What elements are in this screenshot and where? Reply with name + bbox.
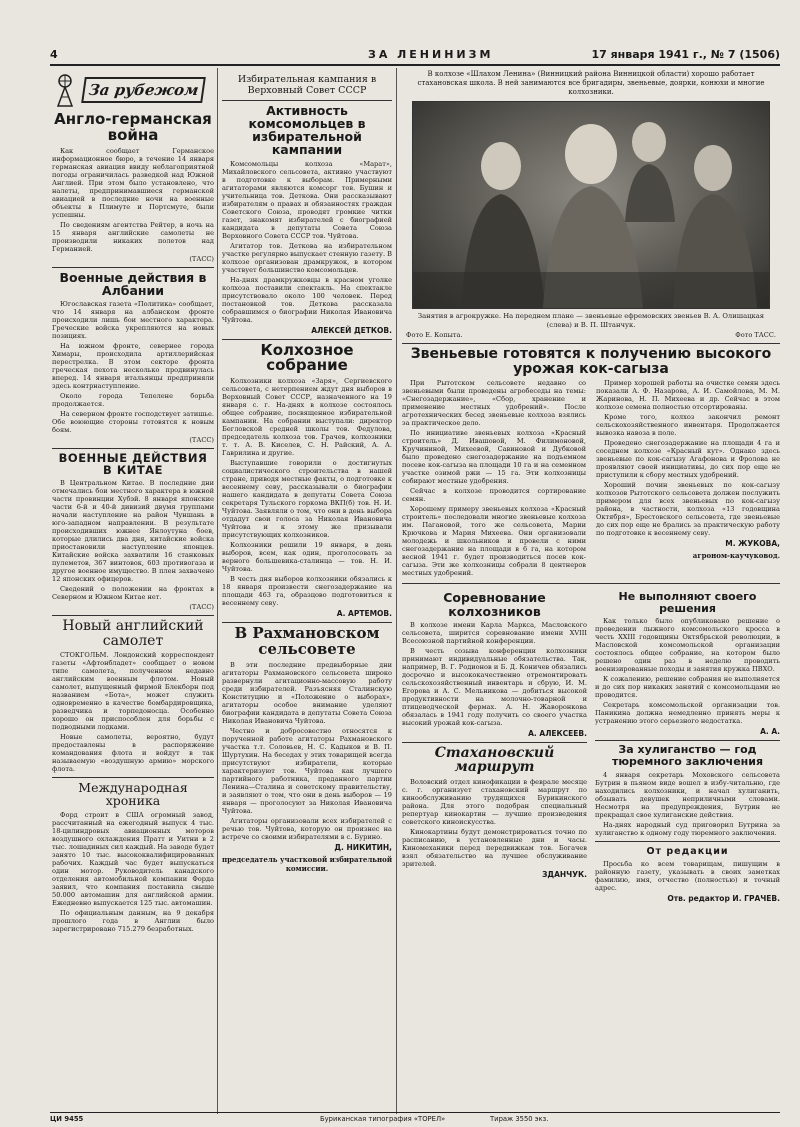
article-title: Англо-германская война (54, 110, 212, 144)
paragraph: Секретарь комсомольской организации тов. Паникина должна немедленно принять меры к устранению этого серьезного недостатка. (595, 701, 780, 726)
divider (402, 343, 780, 344)
signature: А. АЛЕКСЕЕВ. (528, 728, 587, 738)
paragraph: Честно и добросовестно относятся к порученной работе агитаторы Рахмановского участка т.т. Соловьев, Н. С. Кадыков и В. П. Шуртухин. На беседах у этих товарищей всегда присутствуют избиратели, которые характеризуют тов. Чуйтова как лучшего партийного работника, преданного партии Ленина—Сталина и советскому правительству, и заявляют о том, что они в день выборов — 19 января — проголосуют за Николая Ивановича Чуйтова. (222, 726, 392, 815)
photograph (412, 101, 770, 309)
paragraph: К сожалению, решение собрания не выполняется и до сих пор никаких занятий с комсомольцами не проводится. (595, 675, 780, 700)
paragraph: Кроме того, колхоз закончил ремонт сельскохозяйственного инвентаря. Продолжается вывозка навоза в поле. (596, 413, 780, 438)
page-number: 4 (50, 48, 59, 61)
paragraph: Колхозники решили 19 января, в день выборов, всем, как один, проголосовать за верного большевика-сталинца — тов. Н. И. Чуйтова. (222, 541, 392, 573)
rubric-abroad (52, 72, 214, 108)
column-divider (396, 68, 397, 1114)
photo-credit: Фото ТАСС. (735, 331, 776, 339)
masthead (50, 46, 780, 66)
paragraph: Сведений о положении на фронтах в Северном и Южном Китае нет. (52, 584, 214, 601)
photo-headline: В колхозе «Шлахом Ленина» (Винницкий района Винницкой области) хорошо работает стахановская школа. В ней занимаются все бригадиры, звеньевые, доярки, конюхи и многие колхозники. (417, 70, 765, 96)
source-tag: (ТАСС) (189, 435, 214, 444)
paragraph: При Рытотском сельсовете недавно со звеньевыми были проведены агробеседы на темы: «Снегозадержание», «Сбор, хранение и применение местных удобрений». После агротехнических бесед звеньевые колхоза взялись за практическое дело. (402, 379, 586, 428)
article-title: Не выполняют своего решения (618, 590, 757, 615)
paragraph: Хорошему примеру звеньевых колхоза «Красный строитель» последовали многие звеньевые колхоза им. Пагановой, того же сельсовета, Марии Крючкова и Мария Михеева. Они организовали молодежь и школьников и провели с ними снегозадержание на площади в 6 га, на котором весной 1941 г. будет производиться посев кок-сагыза. Эти же колхозницы собрали 8 центнеров местных удобрений. (402, 505, 586, 578)
paragraph: Воловский отдел кинофикации в феврале месяце с. г. организует стахановский маршрут по кинообслуживанию трудящихся Бурикинского района. Для этого подобран специальный репертуар кинокартин — лучшие произведения советского киноискусства. (402, 778, 587, 826)
article-title: Колхозное собрание (260, 340, 354, 375)
article-title: Звеньевые готовятся к получению высокого урожая кок-сагыза (410, 346, 772, 377)
article-title: Международная хроника (78, 780, 188, 809)
paragraph: Колхозники колхоза «Заря», Сергиевского сельсовета, с нетерпением ждут дня выборов в Верховный Совет СССР, назначенного на 19 января с. г. На-днях в колхозе состоялось общее собрание, посвященное избирательной кампании. На собрании выступали: директор Бегловской средней школы тов. Федулова, председатель колхоза тов. Грачев, колхозники т. т. А. В. Киселев, С. Н. Райский, А. А. Гаврилина и другие. (222, 377, 392, 457)
paragraph: На северном фронте господствует затишье. Обе воюющие стороны готовятся к новым боям. (52, 409, 214, 434)
censor-code: ЦИ 9455 (50, 1115, 84, 1123)
paragraph: Комсомольцы колхоза «Марат», Михайловского сельсовета, активно участвуют в подготовке к выборам. Примерными агитаторами являются комсорг тов. Бушин и учительница тов. Деткова. Они рассказывают избирателям о правах и обязанностях граждан Советского Союза, проводят громкие читки газет, знакомят избирателей с биографией кандидата в депутаты Совета Союза Верховного Совета СССР тов. Чуйтова. (222, 159, 392, 240)
paragraph: Агитаторы организовали всех избирателей с речью тов. Чуйтова, которую он произнес на встрече со своими избирателями в с. Бурино. (222, 816, 392, 841)
paragraph: На-днях драмкружковцы в красном уголке колхоза поставили спектакль. На спектакле присутствовало около 100 человек. Перед постановкой тов. Деткова рассказала собравшимся о биографии Николая Ивановича Чуйтова. (222, 275, 392, 324)
article-title: Соревнование колхозников (443, 590, 546, 619)
column-elections (222, 70, 392, 1110)
paragraph: Как сообщает Германское информационное бюро, в течение 14 января германская авиация ввиду неблагоприятной погоды ограничилась разведкой над Южной Англией. При этом было установлено, что налеты, предпринимавшиеся германской авиацией в последние ночи на военные объекты в Плимуте и Портсмуте, были успешны. (52, 146, 214, 219)
paragraph: Новые самолеты, вероятно, будут предоставлены в распоряжение командования флота и войдут в так называемую «воздушную армию» морского флота. (52, 733, 214, 774)
divider (52, 777, 214, 778)
globe-tower-icon (52, 73, 78, 107)
divider (52, 448, 214, 449)
signature: Д. НИКИТИН, (334, 842, 392, 852)
signature: А. А. (760, 727, 780, 737)
paragraph: По официальным данным, на 9 декабря прошлого года в Англии было зарегистрировано 715.279 безработных. (52, 908, 214, 933)
paragraph: Югославская газета «Политика» сообщает, что 14 января на албанском фронте происходили лишь бои местного характера. Греческие войска укрепляются на новых позициях. (52, 299, 214, 340)
photo-caption: Занятия в агрокружке. На переднем плане — звеньевые ефремовских звеньев В. А. Олишацкая (слева) и В. П. Штанчук. (417, 312, 765, 329)
article-title: Новый английский самолет (62, 617, 204, 649)
circulation: Тираж 3550 экз. (490, 1115, 549, 1123)
article-title: В Рахмановском сельсовете (234, 624, 380, 658)
paragraph: По инициативе звеньевых колхоза «Красный строитель» Д. Ивашовой, М. Филимоновой, Кручининой, Михеевой, Савиновой и Дубковой было проведено снегозадержание на подъемном посеве кок-сагыза на площади 10 га и на семенном участке озимой ржи — 15 га. Эти колхозницы собирают местные удобрения. (402, 429, 586, 486)
column-right (402, 70, 780, 1110)
column-divider (217, 68, 218, 1114)
printer-line: Буриканская типография «ТОРЕЛ» (320, 1115, 446, 1123)
divider (595, 740, 780, 741)
divider (595, 841, 780, 842)
divider (222, 100, 392, 101)
section-kicker: Избирательная кампания в Верховный Совет СССР (237, 74, 377, 96)
paragraph: В колхозе имени Карла Маркса, Масловского сельсовета, ширится соревнование имени XVIII Всесоюзной партийной конференции. (402, 620, 587, 645)
rubric-title: За рубежом (81, 77, 206, 103)
paragraph: Агитатор тов. Деткова на избирательном участке регулярно выпускает стенную газету. В колхозе организован драмкружок, в котором участвует большинство комсомольцев. (222, 241, 392, 274)
paragraph: Как только было опубликовано решение о проведении лыжного комсомольского кросса в честь XXIII годовщины Октябрьской революции, в Масловской комсомольской организации состоялось общее собрание, на котором было решено один раз в неделю проводить военизированные походы и занятия кружка ПВХО. (595, 617, 780, 674)
paragraph: По сведениям агентства Рейтер, в ночь на 15 января английские самолеты не производили никаких полетов над Германией. (52, 220, 214, 253)
paragraph: Около города Тепелене борьба продолжается. (52, 391, 214, 408)
paragraph: Сейчас в колхозе проводится сортирование семян. (402, 487, 586, 504)
paragraph: Выступавшие говорили о достигнутых социалистического строительства в нашей стране, приводя местные факты, о подготовке к весеннему севу, рассказывали о биографии нашего кандидата в депутаты Совета Союза секретаря Тульского горкома ВКП(б) тов. Н. И. Чуйтова. Заявляли о том, что они в день выбора отдадут свои голоса за Николая Ивановича Чуйтова и к этому же призывали присутствующих колхозников. (222, 459, 392, 539)
photo-credit: Фото Е. Копыта. (406, 331, 463, 339)
paragraph: Хороший почин звеньевых по кок-сагызу колхозов Рытотского сельсовета должен послужить примером для всех звеньевых по кок-сагызу района, в частности, колхоза «13 годовщина Октября», Брестовского сельсовета, где звеньевые до сих пор еще не брались за практическую работу по подготовке к весеннему севу. (596, 481, 780, 538)
signature: А. АРТЕМОВ. (336, 609, 392, 618)
signature: М. ЖУКОВА, (725, 539, 780, 549)
signature: АЛЕКСЕЙ ДЕТКОВ. (311, 325, 392, 335)
divider (52, 615, 214, 616)
paragraph: Просьба ко всем товарищам, пишущим в районную газету, указывать в своих заметках фамилию, имя, отчество (полностью) и точный адрес. (595, 859, 780, 892)
paragraph: В эти последние предвыборные дни агитаторы Рахмановского сельсовета широко развернули агитационно-массовую работу среди избирателей. Разъясняя Сталинскую Конституцию и «Положение о выборах», агитаторы особое внимание уделяют биографии кандидата в депутаты Совета Союза Николая Ивановича Чуйтова. (222, 660, 392, 725)
divider (222, 622, 392, 623)
article-title: От редакции (646, 845, 729, 857)
newspaper-name: ЗА ЛЕНИНИЗМ (368, 48, 494, 61)
source-tag: (ТАСС) (189, 254, 214, 263)
paragraph: В Центральном Китае. В последние дни отмечались бои местного характера в южной части провинции Хубэй. 8 января японские части 6-й и 40-й дивизий двумя группами начали наступление на район Чуншань в юго-западном направлении. В результате происходивших южнее Янлоутуна боев, которые длились два дня, китайские войска приостановили наступление японцев. Китайские войска захватили 16 станковых пулеметов, 367 винтовок, 603 противогаза и другое военное имущество. В плен захвачено 12 японских офицеров. (52, 478, 214, 583)
paragraph: СТОКГОЛЬМ. Лондонский корреспондент газеты «Афтонбладет» сообщает о новом типе самолета, полученном недавно английским военным флотом. Новый самолет, выпущенный фирмой Блекборн под названием «Бота», может служить одновременно в качестве бомбардировщика, разведчика и торпедоносца. Особенно хорошо он приспособлен для борьбы с подводными лодками. (52, 651, 214, 732)
photo-credits (406, 331, 776, 339)
article-title: Активность комсомольцев в избирательной кампании (248, 103, 366, 158)
editor-signature: Отв. редактор И. ГРАЧЕВ. (667, 893, 780, 903)
article-title: ВОЕННЫЕ ДЕЙСТВИЯ В КИТАЕ (58, 450, 208, 477)
issue-date: 17 января 1941 г., № 7 (1506) (591, 48, 780, 61)
lower-section (402, 588, 780, 905)
paragraph: На южном фронте, севернее города Химары, происходила артиллерийская перестрелка. В этом секторе фронта греческая пехота несколько продвинулась вперед. 14 января итальянцы предприняли здесь контрнаступление. (52, 341, 214, 390)
article-title: За хулиганство — год тюремного заключения (611, 743, 764, 769)
source-tag: (ТАСС) (189, 602, 214, 611)
divider (222, 339, 392, 340)
signature-role: агроном-каучуковод. (692, 551, 780, 561)
signature-role: председатель участковой избирательной комиссии. (222, 854, 392, 873)
divider (402, 583, 780, 584)
divider (402, 742, 587, 743)
paragraph: В честь дня выборов колхозники обязались к 18 января произвести снегозадержание на площади 463 га, образцово подготовиться к весеннему севу. (222, 575, 392, 607)
paragraph: Проведено снегозадержание на площади 4 га и соседнем колхозе «Красный кут». Однако здесь звеньевые по кок-сагызу Агафонова и Фролова не проявляют своей инициативы, до сих пор еще не приступили к сбору местных удобрений. (596, 439, 780, 480)
page-footer (50, 1112, 780, 1125)
signature: ЗДАНЧУК. (542, 870, 587, 879)
column-abroad (52, 70, 214, 1110)
paragraph: Кинокартины будут демонстрироваться точно по расписанию, в установленные дни и часы. Киномеханики перед передвижкам тов. Богачев взял обязательство на лучшее обслуживание зрителей. (402, 828, 587, 868)
paragraph: 4 января секретарь Моховского сельсовета Бутрин в пьяном виде вошел в избу-читальню, где находились колхозники, и начал хулиганить, обзывать девушек неприличными словами. Несмотря на предупреждения, Бутрин не прекращал свое хулиганские действия. (595, 770, 780, 819)
paragraph: Пример хорошей работы на очистке семян здесь показали А. Ф. Назарова, А. И. Самойлова, М. М. Жариновa, Н. П. Михеева и др. Сейчас в этом колхозе семена полностью отсортированы. (596, 379, 780, 412)
paragraph: Форд строит в США огромный завод, рассчитанный на ежегодный выпуск 4 тыс. 18-цилиндровых авиационных моторов воздушного охлаждения Пратт и Уитни в 2 тыс. лошадиных сил каждый. На заводе будет занято 10 тыс. высококвалифицированных рабочих. Каждый час будет выпускаться один мотор. Руководитель канадского отделения автомобильной компании Форда заявил, что компания поставила свыше 50.000 автомашин для английской армии. Ежедневно выпускается 125 тыс. автомашин. (52, 810, 214, 907)
article-title: Стахановский маршрут (434, 744, 555, 776)
group-photo-image (413, 102, 769, 308)
article-title: Военные действия в Албании (59, 269, 207, 298)
paragraph: На-днях народный суд приговорил Бутрина за хулиганство к одному году тюремного заключения. (595, 820, 780, 837)
article-body (402, 379, 780, 579)
divider (52, 267, 214, 268)
paragraph: В честь созыва конференции колхозники принимают индивидуальные обязательства. Так, например, В. Г. Родионов и Б. Д. Коничев обязались досрочно и высококачественно отремонтировать сельскохозяйственный инвентарь и сбрую, И. М. Егорова и А. С. Мельникова — добиться высокой продуктивности на молочно-товарной и птицеводческой фермах. А. Н. Жаворонкова обязалась в 1941 году получить со своего участка высокий урожай кок-сагыза. (402, 646, 587, 727)
